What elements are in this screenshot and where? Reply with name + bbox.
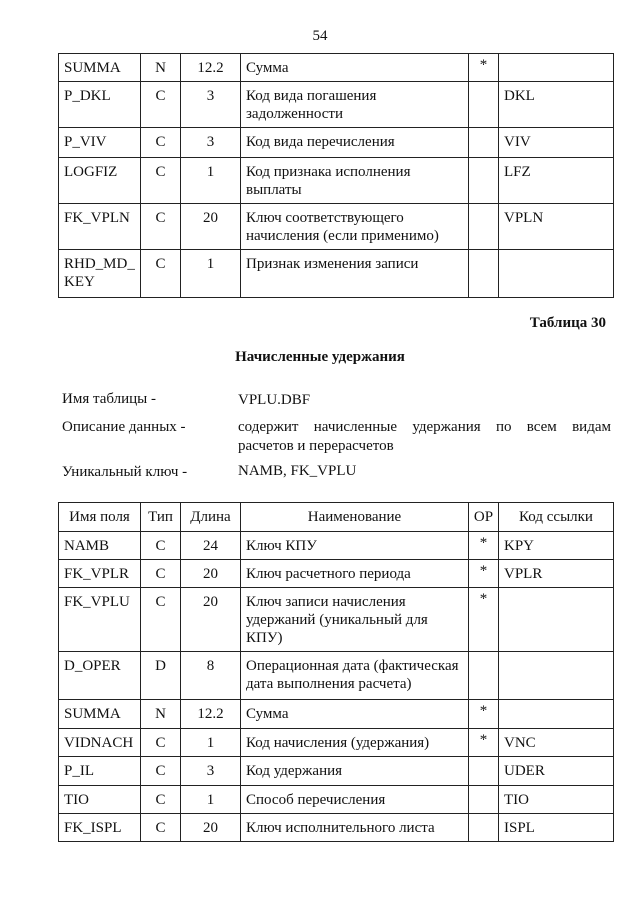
type-cell: C <box>141 560 181 588</box>
table-name-value: VPLU.DBF <box>238 392 311 408</box>
field-name-cell: FK_VPLU <box>59 588 141 652</box>
type-cell: C <box>141 532 181 560</box>
field-name-cell: P_IL <box>59 757 141 786</box>
reference-code-cell <box>499 54 614 82</box>
field-name-cell: P_DKL <box>59 82 141 128</box>
description-line-1: содержит начисленные удержания по всем видам <box>238 419 611 435</box>
field-name-cell: D_OPER <box>59 652 141 700</box>
type-cell: N <box>141 54 181 82</box>
description-cell: Код признака исполнения выплаты <box>241 158 469 204</box>
reference-code-cell: VNC <box>499 729 614 757</box>
length-cell: 8 <box>181 652 241 700</box>
required-cell <box>469 652 499 700</box>
field-name-cell: LOGFIZ <box>59 158 141 204</box>
length-cell: 20 <box>181 814 241 842</box>
description-cell: Код удержания <box>241 757 469 786</box>
field-name-cell: SUMMA <box>59 700 141 729</box>
length-cell: 1 <box>181 158 241 204</box>
header-type: Тип <box>141 503 181 532</box>
type-cell: C <box>141 158 181 204</box>
header-field-name: Имя поля <box>59 503 141 532</box>
field-name-cell: SUMMA <box>59 54 141 82</box>
reference-code-cell: UDER <box>499 757 614 786</box>
description-cell: Способ перечисления <box>241 786 469 814</box>
page-number: 54 <box>312 28 328 44</box>
description-cell: Сумма <box>241 700 469 729</box>
required-cell: * <box>469 54 499 82</box>
description-cell: Код вида погашения задолженности <box>241 82 469 128</box>
type-cell: D <box>141 652 181 700</box>
table-row <box>59 814 614 842</box>
field-name-cell: P_VIV <box>59 128 141 158</box>
length-cell: 3 <box>181 757 241 786</box>
type-cell: C <box>141 786 181 814</box>
table-row <box>59 204 614 250</box>
fields-table-continued <box>58 53 614 298</box>
required-cell <box>469 250 499 298</box>
required-cell: * <box>469 588 499 652</box>
type-cell: C <box>141 729 181 757</box>
length-cell: 24 <box>181 532 241 560</box>
header-length: Длина <box>181 503 241 532</box>
table-row <box>59 560 614 588</box>
length-cell: 20 <box>181 560 241 588</box>
type-cell: C <box>141 128 181 158</box>
table-row <box>59 588 614 652</box>
length-cell: 3 <box>181 128 241 158</box>
description-cell: Ключ исполнительного листа <box>241 814 469 842</box>
description-cell: Код начисления (удержания) <box>241 729 469 757</box>
reference-code-cell <box>499 588 614 652</box>
required-cell <box>469 786 499 814</box>
field-name-cell: FK_VPLR <box>59 560 141 588</box>
description-label: Описание данных - <box>62 419 186 435</box>
required-cell <box>469 814 499 842</box>
table-row <box>59 757 614 786</box>
reference-code-cell <box>499 250 614 298</box>
table-row <box>59 652 614 700</box>
table-row <box>59 82 614 128</box>
length-cell: 12.2 <box>181 54 241 82</box>
reference-code-cell: VPLN <box>499 204 614 250</box>
table-row <box>59 729 614 757</box>
description-cell: Признак изменения записи <box>241 250 469 298</box>
reference-code-cell: VIV <box>499 128 614 158</box>
table-row <box>59 128 614 158</box>
required-cell <box>469 204 499 250</box>
table-row <box>59 700 614 729</box>
required-cell <box>469 128 499 158</box>
table-row <box>59 786 614 814</box>
type-cell: C <box>141 82 181 128</box>
header-reference-code: Код ссылки <box>499 503 614 532</box>
table-row <box>59 158 614 204</box>
type-cell: C <box>141 250 181 298</box>
reference-code-cell: VPLR <box>499 560 614 588</box>
table-row <box>59 250 614 298</box>
type-cell: C <box>141 204 181 250</box>
required-cell: * <box>469 700 499 729</box>
field-name-cell: FK_ISPL <box>59 814 141 842</box>
required-cell: * <box>469 560 499 588</box>
type-cell: C <box>141 814 181 842</box>
reference-code-cell: TIO <box>499 786 614 814</box>
length-cell: 1 <box>181 786 241 814</box>
table-name-label: Имя таблицы - <box>62 391 156 407</box>
reference-code-cell: ISPL <box>499 814 614 842</box>
type-cell: N <box>141 700 181 729</box>
required-cell: * <box>469 532 499 560</box>
description-cell: Ключ расчетного периода <box>241 560 469 588</box>
type-cell: C <box>141 757 181 786</box>
unique-key-label: Уникальный ключ - <box>62 464 188 480</box>
fields-table-vplu <box>58 502 614 842</box>
field-name-cell: VIDNACH <box>59 729 141 757</box>
required-cell: * <box>469 729 499 757</box>
header-required: ОР <box>469 503 499 532</box>
reference-code-cell <box>499 700 614 729</box>
table-label: Таблица 30 <box>529 315 606 331</box>
length-cell: 1 <box>181 729 241 757</box>
reference-code-cell: LFZ <box>499 158 614 204</box>
length-cell: 3 <box>181 82 241 128</box>
table-row <box>59 532 614 560</box>
description-cell: Ключ КПУ <box>241 532 469 560</box>
field-name-cell: RHD_MD_ KEY <box>59 250 141 298</box>
description-cell: Операционная дата (фактическая дата выполнения расчета) <box>241 652 469 700</box>
reference-code-cell: KPY <box>499 532 614 560</box>
description-cell: Код вида перечисления <box>241 128 469 158</box>
description-cell: Ключ соответствующего начисления (если применимо) <box>241 204 469 250</box>
field-name-cell: NAMB <box>59 532 141 560</box>
field-name-cell: TIO <box>59 786 141 814</box>
required-cell <box>469 158 499 204</box>
required-cell <box>469 82 499 128</box>
description-cell: Ключ записи начисления удержаний (уникальный для КПУ) <box>241 588 469 652</box>
length-cell: 1 <box>181 250 241 298</box>
unique-key-value: NAMB, FK_VPLU <box>238 463 357 479</box>
table-header-row <box>59 503 614 532</box>
required-cell <box>469 757 499 786</box>
length-cell: 20 <box>181 204 241 250</box>
type-cell: C <box>141 588 181 652</box>
description-cell: Сумма <box>241 54 469 82</box>
reference-code-cell: DKL <box>499 82 614 128</box>
field-name-cell: FK_VPLN <box>59 204 141 250</box>
table-title: Начисленные удержания <box>235 349 405 365</box>
header-description: Наименование <box>241 503 469 532</box>
length-cell: 20 <box>181 588 241 652</box>
description-line-2: расчетов и перерасчетов <box>238 438 394 454</box>
reference-code-cell <box>499 652 614 700</box>
table-row <box>59 54 614 82</box>
length-cell: 12.2 <box>181 700 241 729</box>
